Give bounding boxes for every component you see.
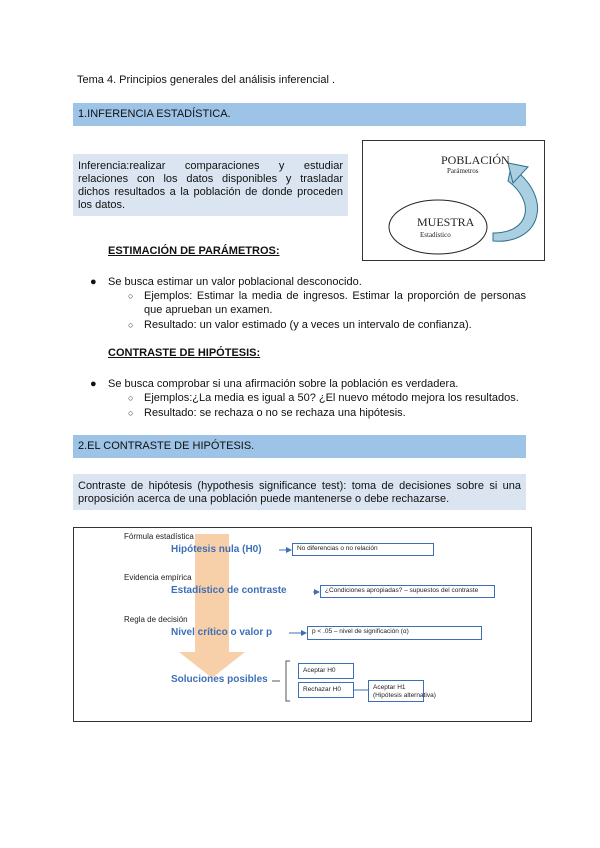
poblacion-muestra-figure: [362, 140, 545, 261]
estadistico-box: ¿Condiciones apropiadas? – supuestos del contraste: [320, 585, 495, 598]
poblacion-label: POBLACIÓN: [441, 153, 510, 167]
regla-label: Regla de decisión: [124, 615, 188, 624]
estimacion-sub2-text: Resultado: un valor estimado (y a veces un intervalo de confianza).: [144, 319, 472, 331]
rechazar-h0-box: Rechazar H0: [298, 682, 354, 698]
bullet-circle-icon: ○: [128, 408, 134, 418]
contraste-sub1: [128, 391, 526, 405]
soluciones-brace: [286, 661, 290, 701]
h0-box: No diferencias o no relación: [292, 543, 434, 556]
contraste-note: Contraste de hipótesis (hypothesis significance test): toma de decisiones sobre si una proposición acerca de una población puede mantenerse o debe rechazarse.: [73, 474, 526, 510]
contraste-bullet-text: Se busca comprobar si una afirmación sobre la población es verdadera.: [108, 378, 459, 390]
hypothesis-diagram: [73, 527, 532, 722]
bullet-circle-icon: ○: [128, 291, 134, 301]
estimacion-heading: ESTIMACIÓN DE PARÁMETROS:: [108, 245, 280, 257]
evidencia-label: Evidencia empírica: [124, 573, 192, 582]
bullet-circle-icon: ○: [128, 393, 134, 403]
h1-alternativa-text: (Hipótesis alternativa): [373, 692, 436, 699]
contraste-bullet: [90, 377, 530, 391]
aceptar-h1-text: Aceptar H1: [373, 684, 406, 691]
formula-label: Fórmula estadística: [124, 532, 194, 541]
contraste-sub1-text: Ejemplos:¿La media es igual a 50? ¿El nuevo método mejora los resultados.: [144, 392, 519, 404]
aceptar-h1-box: [368, 680, 436, 702]
estimacion-sub2: [128, 318, 526, 332]
parametros-label: Parámetros: [447, 167, 479, 175]
nivel-critico-heading: Nivel crítico o valor p: [171, 627, 273, 638]
muestra-label: MUESTRA: [417, 215, 475, 229]
page-title: Tema 4. Principios generales del análisis inferencial .: [77, 74, 336, 86]
bullet-dot-icon: ●: [90, 276, 97, 288]
contraste-sub2: [128, 406, 526, 420]
aceptar-h0-box: Aceptar H0: [298, 663, 354, 679]
estimacion-bullet: [90, 275, 530, 289]
bullet-circle-icon: ○: [128, 320, 134, 330]
nivel-box: p < .05 – nivel de significación (α): [307, 626, 482, 640]
inferencia-note: Inferencia:realizar comparaciones y estudiar relaciones con los datos disponibles y trasladar dichos resultados a la población de donde proceden los datos.: [73, 154, 348, 216]
estadistico-contraste-heading: Estadístico de contraste: [171, 585, 287, 596]
estimacion-bullet-text: Se busca estimar un valor poblacional desconocido.: [108, 276, 362, 288]
estimacion-sub1-text: Ejemplos: Estimar la media de ingresos. Estimar la proporción de personas que aprueban un examen.: [144, 290, 526, 316]
contraste-sub2-text: Resultado: se rechaza o no se rechaza una hipótesis.: [144, 407, 406, 419]
estimacion-sub1: [128, 289, 526, 317]
bullet-dot-icon: ●: [90, 378, 97, 390]
estadistico-label: Estadístico: [420, 231, 451, 239]
h0-heading: Hipótesis nula (H0): [171, 544, 262, 555]
contraste-heading: CONTRASTE DE HIPÓTESIS:: [108, 347, 261, 359]
section-band-inferencia: 1.INFERENCIA ESTADÍSTICA.: [73, 103, 526, 126]
soluciones-heading: Soluciones posibles: [171, 674, 268, 685]
section-band-contraste: 2.EL CONTRASTE DE HIPÓTESIS.: [73, 435, 526, 458]
